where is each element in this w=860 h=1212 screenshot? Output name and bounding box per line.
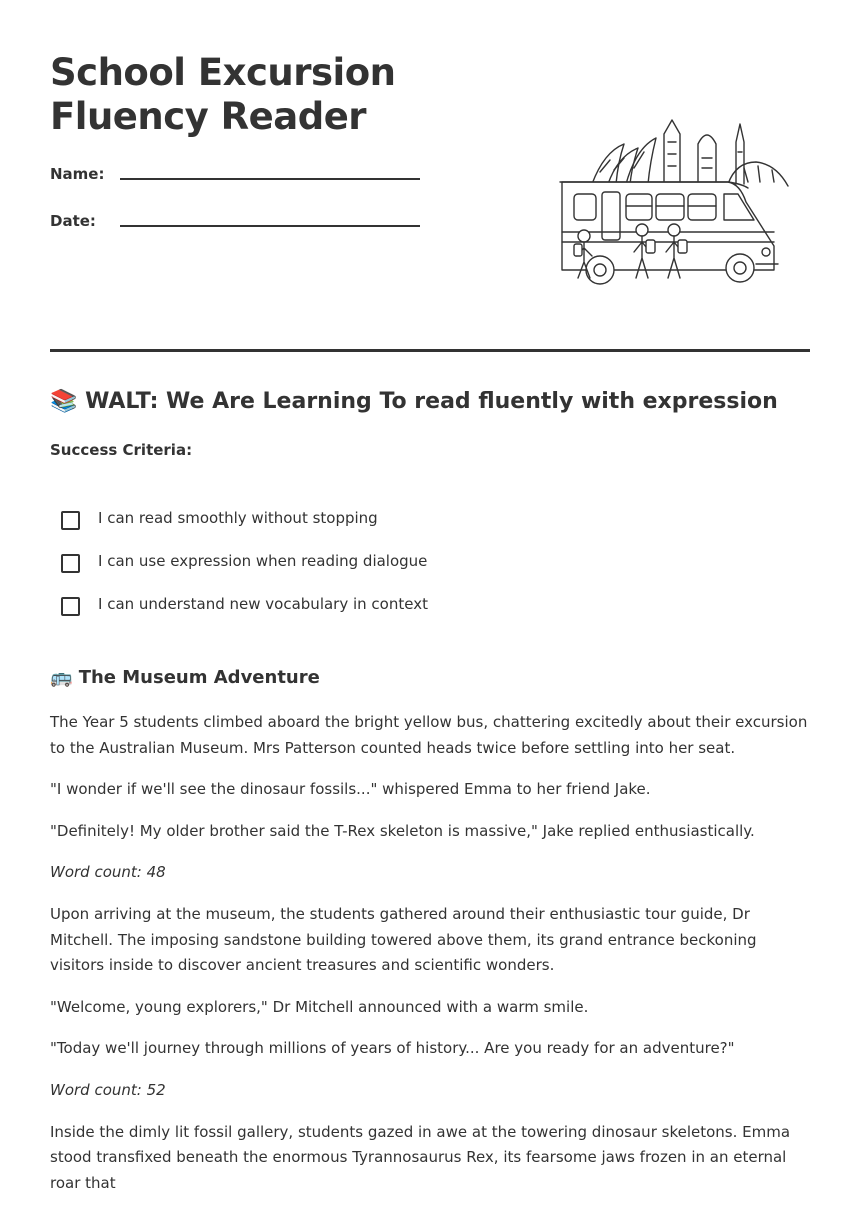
name-write-line[interactable]	[120, 178, 420, 180]
school-bus-illustration-icon	[552, 112, 792, 290]
criteria-item	[50, 591, 750, 634]
story-paragraph: Inside the dimly lit fossil gallery, students gazed in awe at the towering dinosaur skeletons. Emma stood transfixed beneath the enormous Tyrannosaurus Rex, its fearsome jaws frozen in an eternal roar that	[50, 1122, 791, 1192]
story-dialogue: "Welcome, young explorers," Dr Mitchell announced with a warm smile.	[50, 997, 589, 1016]
date-write-line[interactable]	[120, 225, 420, 227]
criteria-text: I can read smoothly without stopping	[98, 509, 378, 527]
word-count: Word count: 48	[50, 863, 166, 882]
walt-text: WALT: We Are Learning To read fluently with expression	[85, 389, 778, 414]
criteria-item	[50, 505, 750, 548]
criteria-item	[50, 548, 750, 591]
worksheet-title	[50, 51, 510, 139]
title-line-1: School Excursion	[50, 51, 396, 94]
name-field[interactable]	[50, 164, 420, 194]
story-heading	[50, 665, 320, 691]
bus-icon: 🚌	[50, 667, 73, 688]
name-label: Name:	[50, 165, 105, 183]
story-title: The Museum Adventure	[78, 667, 320, 688]
criteria-text: I can understand new vocabulary in context	[98, 595, 428, 613]
header-divider	[50, 349, 810, 352]
story-text	[50, 710, 810, 1212]
success-criteria-label: Success Criteria:	[50, 441, 193, 459]
story-dialogue: "Definitely! My older brother said the T-Rex skeleton is massive," Jake replied enthusiastically.	[50, 821, 755, 840]
books-icon: 📚	[50, 389, 78, 414]
title-line-2: Fluency Reader	[50, 95, 367, 138]
date-label: Date:	[50, 212, 96, 230]
criteria-checkbox[interactable]	[61, 597, 80, 616]
walt-heading	[50, 386, 830, 418]
criteria-text: I can use expression when reading dialogue	[98, 552, 428, 570]
story-dialogue: "I wonder if we'll see the dinosaur fossils..." whispered Emma to her friend Jake.	[50, 780, 651, 799]
date-field[interactable]	[50, 211, 420, 241]
story-paragraph: Upon arriving at the museum, the students gathered around their enthusiastic tour guide, Dr Mitchell. The imposing sandstone building towered above them, its grand entrance beckoning visitors inside to discover ancient treasures and scientific wonders.	[50, 904, 757, 975]
story-dialogue: "Today we'll journey through millions of years of history... Are you ready for an adventure?"	[50, 1039, 735, 1058]
success-criteria-list	[50, 505, 750, 634]
story-paragraph: The Year 5 students climbed aboard the bright yellow bus, chattering excitedly about their excursion to the Australian Museum. Mrs Patterson counted heads twice before settling into her seat.	[50, 713, 808, 757]
word-count: Word count: 52	[50, 1080, 166, 1099]
criteria-checkbox[interactable]	[61, 511, 80, 530]
criteria-checkbox[interactable]	[61, 554, 80, 573]
